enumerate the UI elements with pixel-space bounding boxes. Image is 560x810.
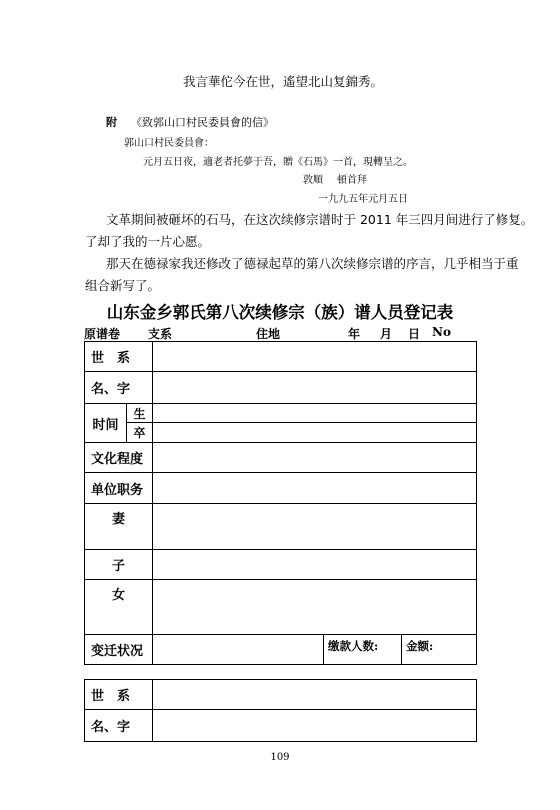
field-wife[interactable] bbox=[153, 504, 477, 550]
header-year: 年 bbox=[348, 327, 361, 341]
label-changes: 变迁状况 bbox=[85, 635, 153, 665]
registration-table bbox=[84, 341, 477, 665]
label-work: 单位职务 bbox=[85, 473, 153, 504]
field-work[interactable] bbox=[153, 473, 477, 504]
label-amount: 金额: bbox=[402, 635, 477, 665]
field-died[interactable] bbox=[153, 423, 477, 443]
prose-line-2: 了却了我的一片心愿。 bbox=[85, 234, 211, 249]
label-name: 名、字 bbox=[85, 372, 153, 404]
field-son[interactable] bbox=[153, 550, 477, 580]
appendix-title: 《致郭山口村民委員會的信》 bbox=[131, 116, 274, 129]
label-donors: 缴款人数: bbox=[324, 635, 402, 665]
header-day: 日 bbox=[408, 327, 421, 341]
label-daughter: 女 bbox=[85, 580, 153, 635]
field-lineage[interactable] bbox=[153, 342, 477, 372]
field-education[interactable] bbox=[153, 443, 477, 473]
label-died: 卒 bbox=[127, 423, 153, 443]
header-month: 月 bbox=[380, 327, 393, 341]
field-name[interactable] bbox=[153, 372, 477, 404]
label-time: 时间 bbox=[85, 404, 127, 443]
prose-line-4: 组合新写了。 bbox=[85, 278, 161, 293]
form-title: 山东金乡郭氏第八次续修宗（族）谱人员登记表 bbox=[106, 303, 454, 322]
header-volume: 原谱卷 bbox=[84, 327, 121, 341]
appendix-body: 元月五日夜，適老者托夢于吾，贈《石馬》一首，現轉呈之。 bbox=[143, 157, 413, 168]
label-lineage-2: 世 系 bbox=[85, 680, 153, 710]
appendix-label: 附 bbox=[106, 116, 117, 129]
appendix-signature bbox=[303, 171, 367, 186]
appendix-addressee: 郭山口村民委員會： bbox=[124, 138, 214, 149]
label-born: 生 bbox=[127, 404, 153, 423]
label-lineage: 世 系 bbox=[85, 342, 153, 372]
page-number: 109 bbox=[270, 752, 290, 763]
header-no: No bbox=[432, 325, 451, 339]
label-wife: 妻 bbox=[85, 504, 153, 550]
appendix-title-line bbox=[106, 114, 274, 130]
field-daughter[interactable] bbox=[153, 580, 477, 635]
prose-line-3: 那天在德禄家我还修改了德禄起草的第八次续修宗谱的序言，几乎相当于重 bbox=[106, 256, 519, 271]
label-son: 子 bbox=[85, 550, 153, 580]
field-changes[interactable] bbox=[153, 635, 324, 665]
field-lineage-2[interactable] bbox=[153, 680, 477, 710]
field-born[interactable] bbox=[153, 404, 477, 423]
appendix-sign-salute: 頓首拜 bbox=[337, 175, 367, 186]
label-name-2: 名、字 bbox=[85, 710, 153, 742]
registration-table-2 bbox=[84, 679, 477, 742]
appendix-sign-name: 敦順 bbox=[303, 175, 323, 186]
form-header bbox=[84, 325, 476, 341]
label-education: 文化程度 bbox=[85, 443, 153, 473]
header-branch: 支系 bbox=[148, 327, 173, 341]
poem-last-line: 我言華佗今在世，遙望北山复錦秀。 bbox=[183, 74, 384, 89]
prose-line-1: 文革期间被砸坏的石马，在这次续修宗谱时于 2011 年三四月间进行了修复。 bbox=[106, 212, 534, 227]
header-address: 住地 bbox=[256, 327, 281, 341]
appendix-date: 一九九五年元月五日 bbox=[318, 194, 408, 205]
field-name-2[interactable] bbox=[153, 710, 477, 742]
